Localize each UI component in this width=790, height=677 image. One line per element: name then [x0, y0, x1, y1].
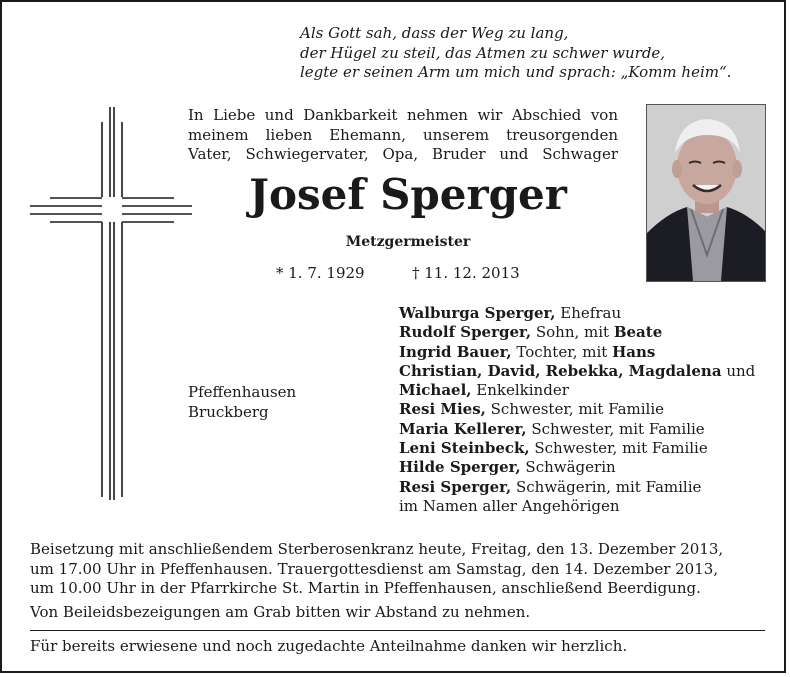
- mourner-relation: Enkelkinder: [471, 381, 569, 400]
- mourner-name: Rudolf Sperger,: [399, 323, 532, 342]
- burial-notice: [30, 540, 765, 599]
- mourner-name: Christian, David, Rebekka, Magdalena: [399, 361, 722, 380]
- mourner-name: Leni Steinbeck,: [399, 439, 530, 458]
- mourner-relation: im Namen aller Angehörigen: [399, 496, 620, 515]
- mourner-partner: Hans: [612, 342, 656, 361]
- thanks-note: Für bereits erwiesene und noch zugedachte Anteilnahme danken wir herzlich.: [30, 637, 628, 655]
- mourner-row: [399, 420, 759, 439]
- mourner-partner: Beate: [613, 323, 663, 342]
- mourner-row: [399, 400, 759, 419]
- portrait-image: [647, 105, 765, 281]
- places: [188, 383, 296, 422]
- mourner-name: Maria Kellerer,: [399, 419, 527, 438]
- intro-line: Vater, Schwiegervater, Opa, Bruder und Schwager: [188, 145, 618, 163]
- mourner-name: Resi Sperger,: [399, 477, 512, 496]
- portrait-photo: [646, 104, 766, 282]
- mourners-list: [399, 304, 759, 516]
- poem-line: der Hügel zu steil, das Atmen zu schwer wurde,: [300, 43, 666, 62]
- mourner-relation: Ehefrau: [555, 304, 622, 322]
- deceased-profession: Metzgermeister: [345, 234, 471, 250]
- cross-icon: [30, 102, 195, 502]
- mourner-row: [399, 381, 759, 400]
- burial-line: um 10.00 Uhr in der Pfarrkirche St. Martin in Pfeffenhausen, anschließend Beerdigung.: [30, 579, 701, 597]
- burial-line: Beisetzung mit anschließendem Sterberosenkranz heute, Freitag, den 13. Dezember 2013,: [30, 540, 724, 558]
- intro-line: meinem lieben Ehemann, unserem treusorgenden: [188, 125, 618, 144]
- mourner-relation: Schwester, mit Familie: [485, 400, 665, 419]
- mourner-row: [399, 478, 759, 497]
- mourner-row: [399, 343, 759, 362]
- mourner-name: Walburga Sperger,: [399, 304, 556, 322]
- deceased-name: Josef Sperger: [249, 170, 567, 219]
- intro-line: In Liebe und Dankbarkeit nehmen wir Abschied von: [188, 106, 618, 124]
- intro-text: [188, 106, 618, 165]
- death-date: † 11. 12. 2013: [412, 264, 520, 282]
- mourner-relation: Tochter, mit: [511, 342, 613, 361]
- mourner-name: Resi Mies,: [399, 400, 486, 419]
- mourner-row: [399, 439, 759, 458]
- birth-date: * 1. 7. 1929: [276, 264, 365, 282]
- mourner-name: Hilde Sperger,: [399, 458, 521, 477]
- mourner-name: Michael,: [399, 381, 472, 400]
- mourner-relation: Schwester, mit Familie: [526, 419, 705, 438]
- poem: [300, 24, 731, 83]
- mourner-relation: Schwägerin, mit Familie: [511, 477, 702, 496]
- mourner-name: Ingrid Bauer,: [399, 342, 512, 361]
- mourner-relation: Schwester, mit Familie: [529, 439, 708, 458]
- place: Pfeffenhausen: [188, 383, 297, 401]
- poem-line: Als Gott sah, dass der Weg zu lang,: [300, 24, 569, 42]
- place: Bruckberg: [188, 402, 269, 421]
- mourner-row: [399, 458, 759, 477]
- mourner-row: [399, 362, 759, 381]
- burial-line: um 17.00 Uhr in Pfeffenhausen. Trauergottesdienst am Samstag, den 14. Dezember 2013,: [30, 559, 719, 578]
- mourner-row: [399, 323, 759, 342]
- mourner-relation: Schwägerin: [520, 458, 616, 477]
- mourner-row: [399, 497, 759, 516]
- divider: [30, 630, 765, 631]
- mourner-relation: und: [721, 361, 756, 380]
- poem-line: legte er seinen Arm um mich und sprach: „Komm heim“.: [300, 63, 732, 81]
- mourner-relation: Sohn, mit: [531, 323, 614, 342]
- condolence-request: Von Beileidsbezeigungen am Grab bitten wir Abstand zu nehmen.: [30, 603, 531, 621]
- mourner-row: [399, 304, 759, 323]
